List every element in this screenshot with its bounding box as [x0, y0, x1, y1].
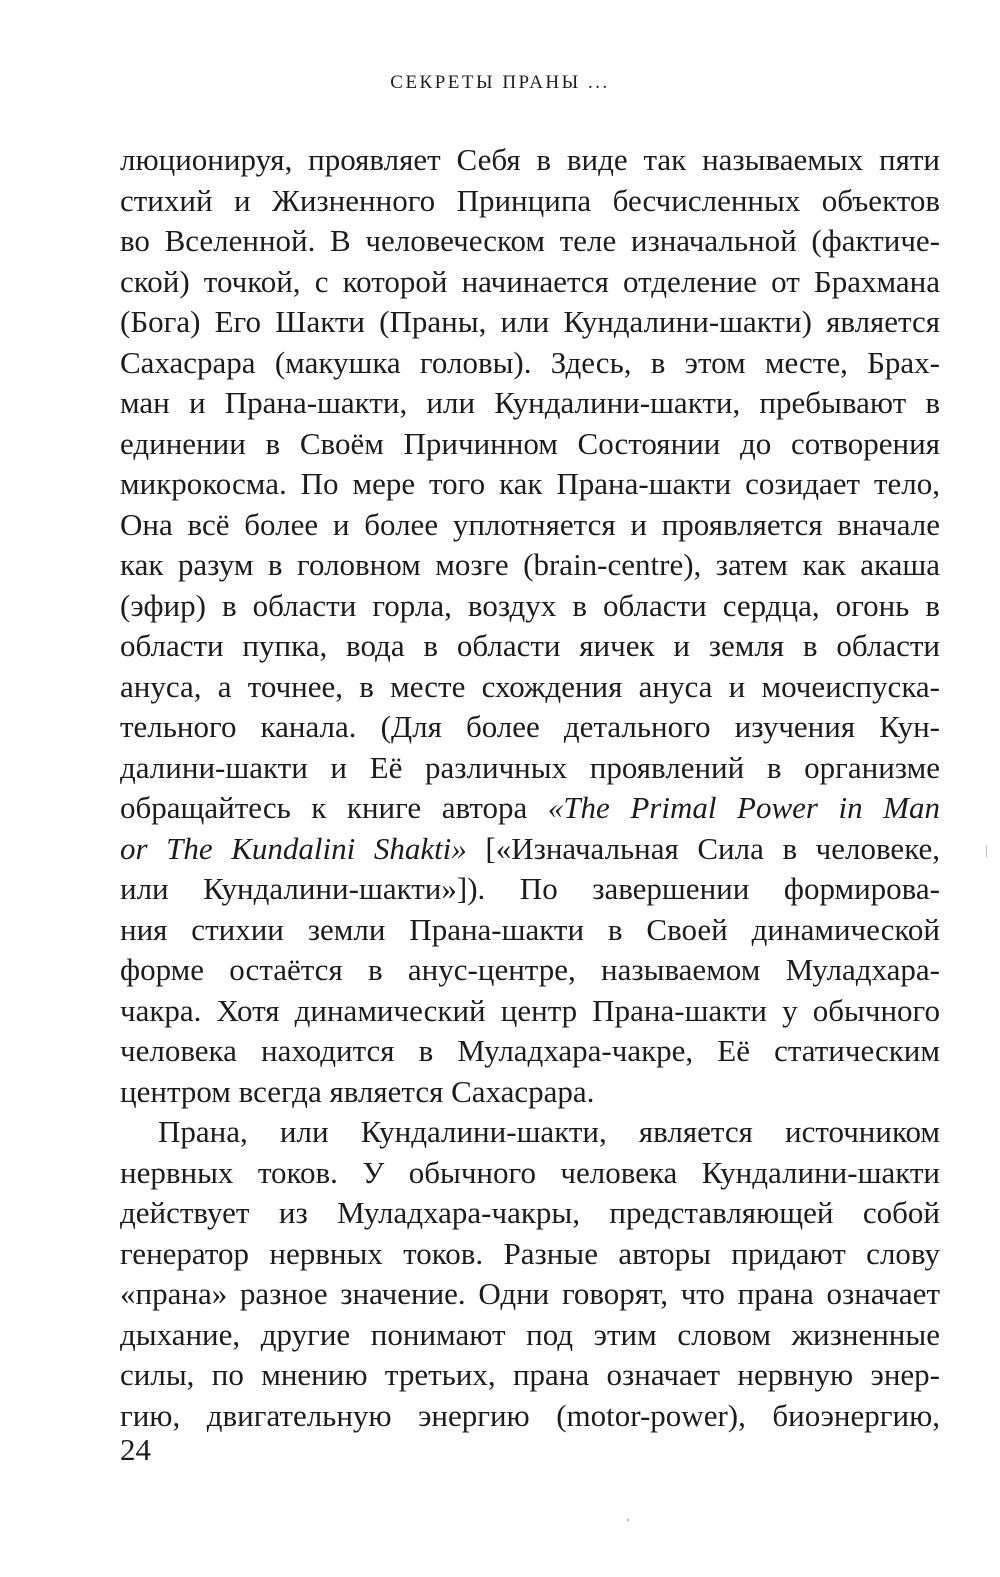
paragraph-last-line: центром всегда является Сахасрара.	[120, 1073, 595, 1109]
text-line: области пупка, вода в области яичек и земля в области	[120, 628, 940, 663]
scan-dot	[627, 1519, 629, 1521]
text-line: тельного канала. (Для более детального изучения Кун-	[120, 709, 940, 744]
text-line: ануса, а точнее, в месте схождения ануса и мочеиспуска-	[120, 668, 940, 704]
text-line: гию, двигательную энергию (motor-power), биоэнергию,	[120, 1397, 940, 1433]
text-line: стихий и Жизненного Принципа бесчисленных объектов	[120, 182, 940, 218]
text-line: как разум в головном мозге (brain-centre), затем как акаша	[120, 547, 940, 582]
text-line: ния стихии земли Прана-шакти в Своей динамической	[120, 911, 940, 947]
text-line: (Бога) Его Шакти (Праны, или Кундалини-шакти) является	[120, 304, 940, 339]
text-line: «прана» разное значение. Одни говорят, что прана означает	[120, 1276, 940, 1311]
text-line: дыхание, другие понимают под этим словом жизненные	[120, 1316, 940, 1352]
running-head: СЕКРЕТЫ ПРАНЫ ...	[390, 72, 610, 93]
text-line: или Кундалини-шакти»]). По завершении формирова-	[120, 871, 940, 906]
page-number: 24	[120, 1432, 151, 1467]
text-line: ской) точкой, с которой начинается отделение от Брахмана	[120, 263, 940, 299]
text-line: форме остаётся в анус-центре, называемом Муладхара-	[120, 952, 940, 987]
book-title-italic: or The Kundalini Shakti»	[120, 830, 467, 866]
text-line: действует из Муладхара-чакры, представляющей собой	[120, 1195, 940, 1230]
text-line	[120, 829, 940, 870]
text-line: генератор нервных токов. Разные авторы придают слову	[120, 1235, 940, 1271]
text-line: силы, по мнению третьих, прана означает нервную энер-	[120, 1357, 940, 1392]
text-line: человека находится в Муладхара-чакре, Её статическим	[120, 1033, 940, 1068]
text-fragment: [«Изначальная Сила в человеке,	[466, 830, 940, 866]
text-line: ман и Прана-шакти, или Кундалини-шакти, пребывают в	[120, 385, 940, 420]
paragraph-first-line: Прана, или Кундалини-шакти, является источником	[158, 1114, 940, 1149]
text-line: во Вселенной. В человеческом теле изначальной (фактиче-	[120, 223, 940, 258]
text-line: Она всё более и более уплотняется и проявляется вначале	[120, 506, 940, 542]
text-line: нервных токов. У обычного человека Кундалини-шакти	[120, 1154, 940, 1190]
scan-mark	[986, 845, 987, 857]
text-line: микрокосма. По мере того как Прана-шакти созидает тело,	[120, 466, 940, 501]
text-line	[120, 788, 940, 829]
text-line: (эфир) в области горла, воздух в области сердца, огонь в	[120, 587, 940, 623]
body-text	[120, 140, 940, 1436]
book-title-italic: «The Primal Power in Man	[547, 790, 940, 825]
text-line: Сахасрара (макушка головы). Здесь, в этом месте, Брах-	[120, 344, 940, 380]
text-line: далини-шакти и Её различных проявлений в организме	[120, 749, 940, 785]
text-line: люционируя, проявляет Себя в виде так называемых пяти	[120, 142, 940, 177]
text-line: чакра. Хотя динамический центр Прана-шакти у обычного	[120, 992, 940, 1028]
text-fragment: обращайтесь к книге автора	[120, 790, 548, 825]
text-line: единении в Своём Причинном Состоянии до сотворения	[120, 425, 940, 461]
